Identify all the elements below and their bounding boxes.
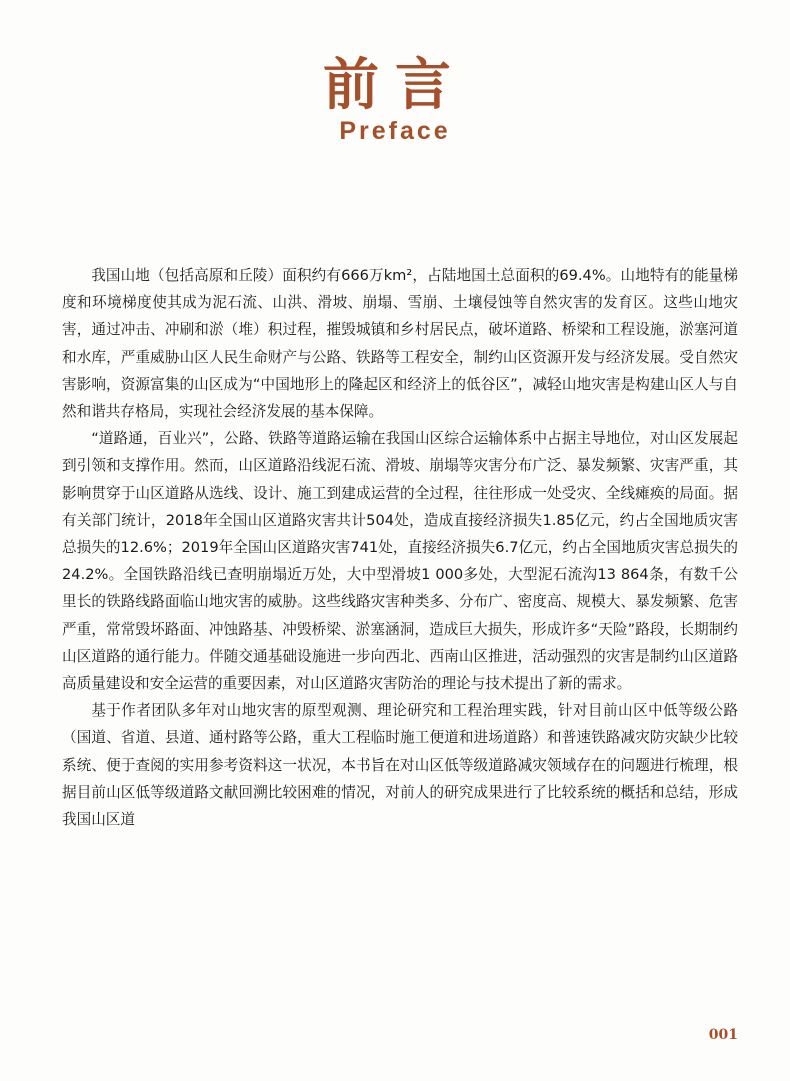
paragraph-3: 基于作者团队多年对山地灾害的原型观测、理论研究和工程治理实践，针对目前山区中低等级公路（国道、省道、县道、通村路等公路，重大工程临时施工便道和进场道路）和普速铁路减灾防灾缺少比较系统、便于查阅的实用参考资料这一状况，本书旨在对山区低等级道路减灾领域存在的问题进行梳理，根据目前山区低等级道路文献回溯比较困难的情况，对前人的研究成果进行了比较系统的概括和总结，形成我国山区道 <box>62 702 738 829</box>
page-number: 001 <box>708 1027 738 1043</box>
page-title-chinese: 前言 <box>323 52 467 118</box>
paragraph-2: “道路通，百业兴”，公路、铁路等道路运输在我国山区综合运输体系中占据主导地位，对山区发展起到引领和支撑作用。然而，山区道路沿线泥石流、滑坡、崩塌等灾害分布广泛、暴发频繁、灾害严重，其影响贯穿于山区道路从选线、设计、施工到建成运营的全过程，往往形成一处受灾、全线瘫痪的局面。据有关部门统计，2018年全国山区道路灾害共计504处，造成直接经济损失1.85亿元，约占全国地质灾害总损失的12.6%；2019年全国山区道路灾害741处，直接经济损失6.7亿元，约占全国地质灾害总损失的24.2%。全国铁路沿线已查明崩塌近万处，大中型滑坡1 000多处，大型泥石流沟13 864条，有数千公里长的铁路线路面临山地灾害的威胁。这些线路灾害种类多、分布广、密度高、规模大、暴发频繁、危害严重，常常毁坏路面、冲蚀路基、冲毁桥梁、淤塞涵洞，造成巨大损失，形成许多“天险”路段，长期制约山区道路的通行能力。伴随交通基础设施进一步向西北、西南山区推进，活动强烈的灾害是制约山区道路高质量建设和安全运营的重要因素，对山区道路灾害防治的理论与技术提出了新的需求。 <box>62 430 738 693</box>
paragraph-1: 我国山地（包括高原和丘陵）面积约有666万km²，占陆地国土总面积的69.4%。山地特有的能量梯度和环境梯度使其成为泥石流、山洪、滑坡、崩塌、雪崩、土壤侵蚀等自然灾害的发育区。这些山地灾害，通过冲击、冲刷和淤（堆）积过程，摧毁城镇和乡村居民点，破坏道路、桥梁和工程设施，淤塞河道和水库，严重威胁山区人民生命财产与公路、铁路等工程安全，制约山区资源开发与经济发展。受自然灾害影响，资源富集的山区成为“中国地形上的隆起区和经济上的低谷区”，减轻山地灾害是构建山区人与自然和谐共存格局，实现社会经济发展的基本保障。 <box>62 267 738 421</box>
page-title-english: Preface <box>339 117 451 145</box>
body-text <box>62 262 738 833</box>
